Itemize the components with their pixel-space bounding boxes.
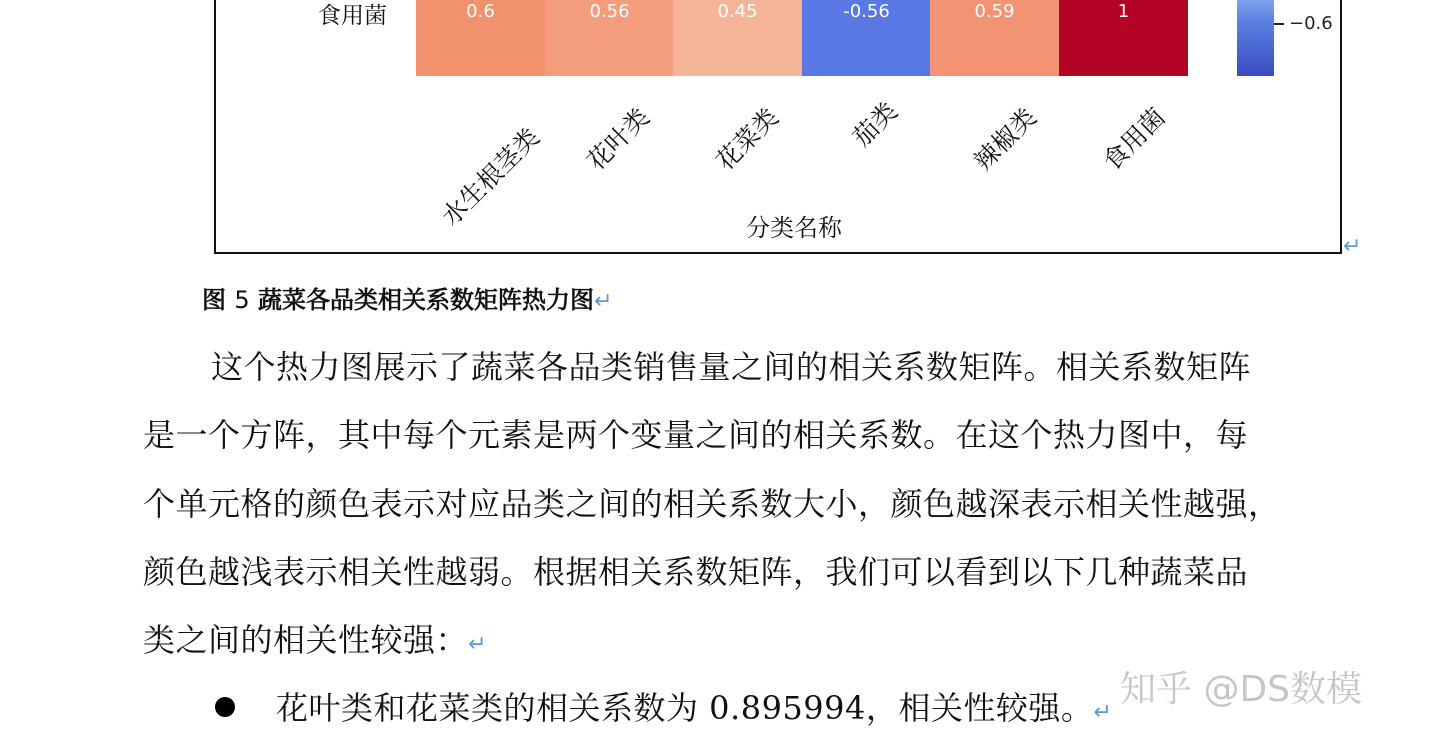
- heatmap-cell: 0.56: [545, 0, 674, 76]
- paragraph-line: 个单元格的颜色表示对应品类之间的相关系数大小，颜色越深表示相关性越强，: [143, 485, 1281, 523]
- watermark: 知乎 @DS数模: [1120, 669, 1363, 710]
- paragraph-line: 颜色越浅表示相关性越弱。根据相关系数矩阵，我们可以看到以下几种蔬菜品: [143, 553, 1249, 591]
- paragraph-line-text: 类之间的相关性较强：: [143, 621, 469, 659]
- caption-number: 5: [234, 286, 250, 314]
- colorbar: [1237, 0, 1274, 76]
- caption-prefix: 图: [202, 286, 235, 314]
- x-axis-title: 分类名称: [746, 214, 842, 242]
- x-tick-label: 辣椒类: [968, 102, 1042, 176]
- x-tick-label: 水生根茎类: [435, 122, 545, 232]
- x-tick-label: 花菜类: [710, 102, 784, 176]
- bullet-icon: [215, 697, 235, 717]
- paragraph-line: 这个热力图展示了蔬菜各品类销售量之间的相关系数矩阵。相关系数矩阵: [211, 348, 1252, 386]
- bullet-text: 花叶类和花菜类的相关系数为 0.895994，相关性较强。: [276, 689, 1094, 727]
- heatmap-cell: 0.6: [416, 0, 545, 76]
- paragraph-return-mark: ↵: [594, 289, 613, 314]
- colorbar-tick-label: −0.6: [1289, 13, 1333, 34]
- paragraph-return-mark: ↵: [468, 632, 487, 657]
- x-tick-label: 茄类: [847, 96, 903, 153]
- heatmap-row-label: 食用菌: [318, 3, 387, 29]
- figure-caption: [202, 283, 612, 317]
- heatmap-cell: 0.45: [673, 0, 802, 76]
- heatmap-cell: -0.56: [802, 0, 931, 76]
- paragraph-return-mark: ↵: [1093, 700, 1113, 725]
- paragraph-line: 是一个方阵，其中每个元素是两个变量之间的相关系数。在这个热力图中，每: [143, 416, 1249, 454]
- colorbar-tick-mark: [1274, 23, 1284, 25]
- bullet-item: [276, 684, 1112, 732]
- paragraph-line: [143, 616, 487, 664]
- heatmap-cell: 1: [1059, 0, 1188, 76]
- paragraph-return-mark: ↵: [1343, 234, 1362, 259]
- caption-title: 蔬菜各品类相关系数矩阵热力图: [249, 286, 594, 314]
- heatmap-cell: 0.59: [930, 0, 1059, 76]
- x-tick-label: 花叶类: [581, 102, 655, 176]
- x-tick-label: 食用菌: [1097, 102, 1171, 176]
